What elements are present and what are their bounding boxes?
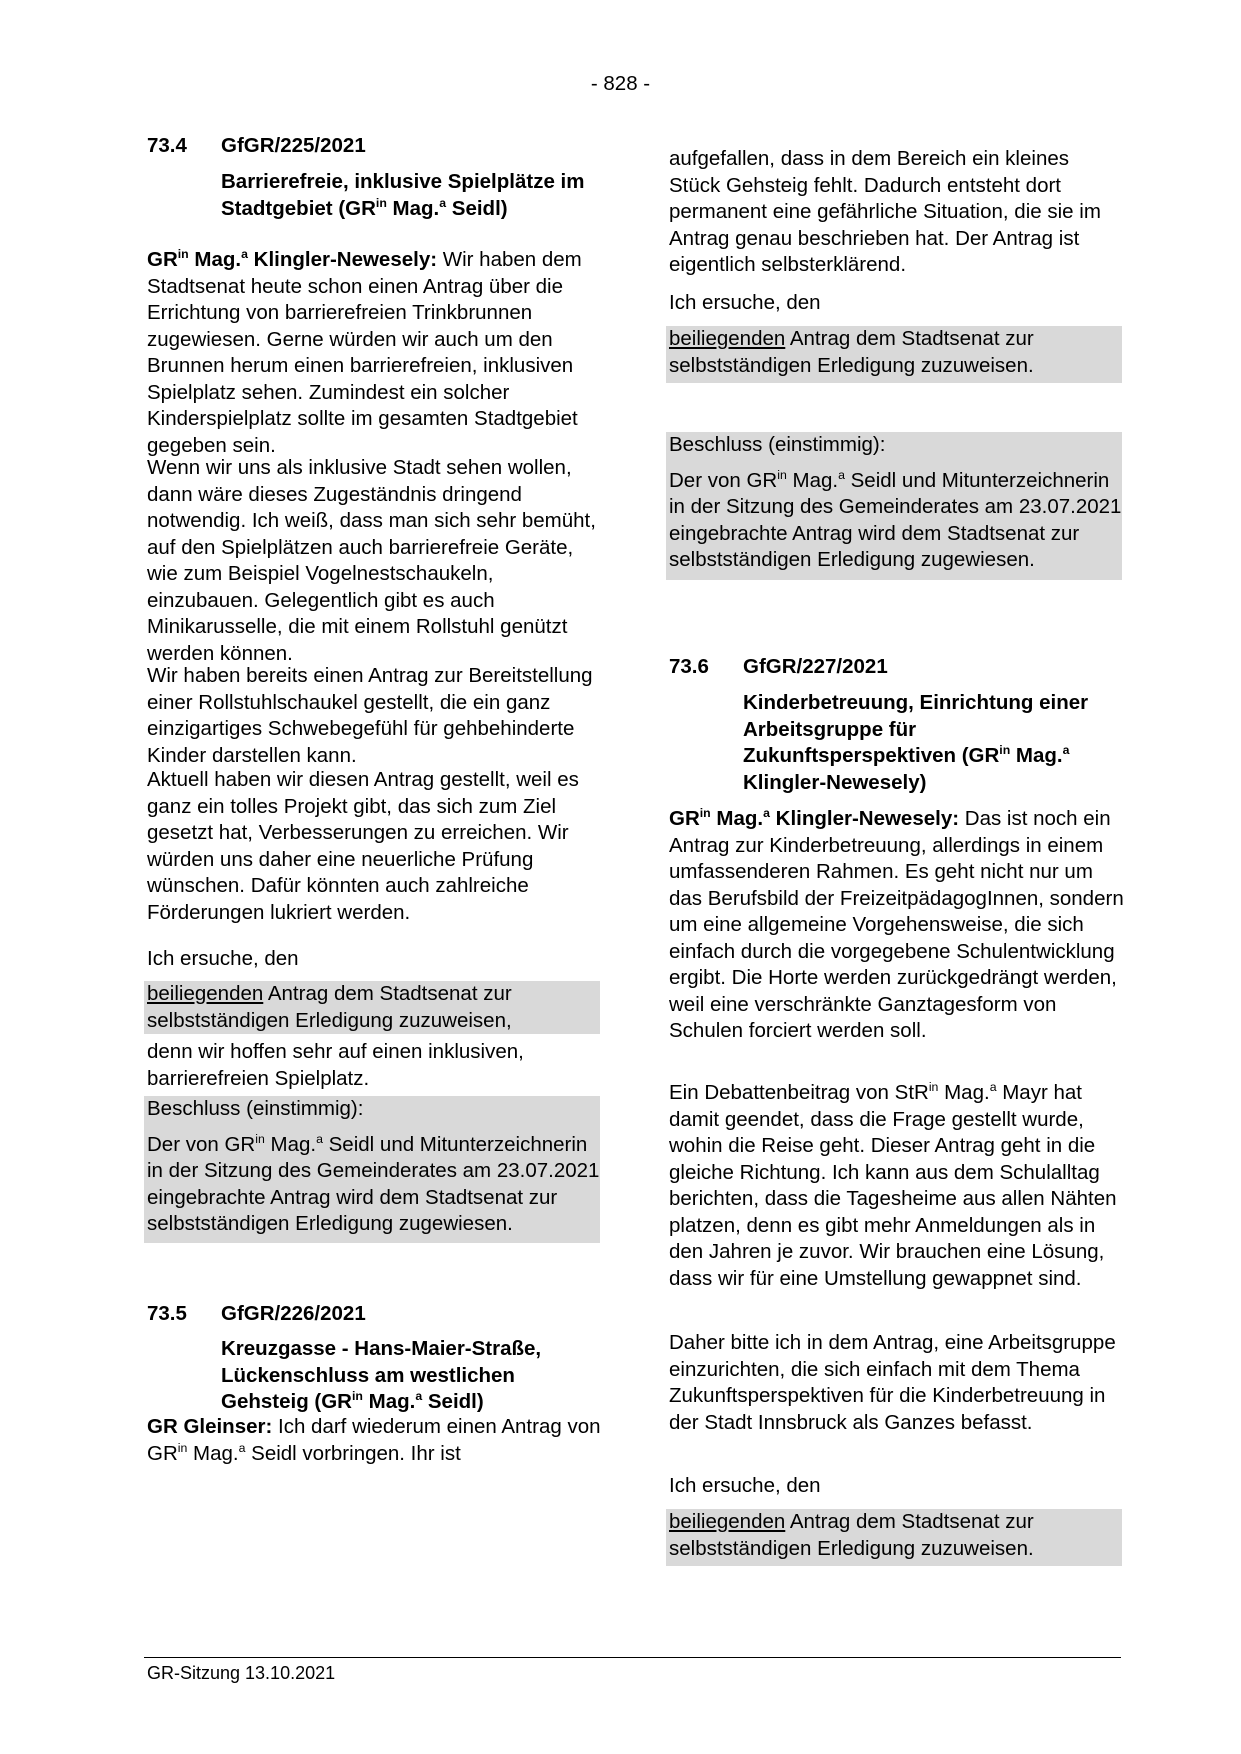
resolution-box <box>666 432 1122 580</box>
item-title: Barrierefreie, inklusive Spielplätze im Stadtgebiet ($GR^{in}$ Mag.$^a$ Seidl) <box>221 170 585 220</box>
paragraph: Ich ersuche, den <box>669 1474 821 1497</box>
resolution-box <box>144 1096 600 1243</box>
motion-box: beiliegenden Antrag dem Stadtsenat zur selbstständigen Erledigung zuzuweisen. <box>666 326 1122 383</box>
paragraph: Ein Debattenbeitrag von StR$^{in}$ Mag.$^a$ Mayr hat damit geendet, dass die Frage gestellt wurde, wohin die Reise geht. Dieser Antrag geht in die gleiche Richtung. Ich kann aus dem Schulalltag berichten, dass die Tagesheime aus allen Nähten platzen, denn es gibt mehr Anmeldungen als in den Jahren je zuvor. Wir brauchen eine Lösung, dass wir für eine Umstellung gewappnet sind. <box>669 1080 1117 1290</box>
paragraph: Ich ersuche, den <box>147 947 299 970</box>
speaker-name: GR Gleinser: <box>147 1415 273 1438</box>
item-code: GfGR/226/2021 <box>221 1302 366 1325</box>
paragraph: GR Gleinser: Ich darf wiederum einen Antrag von $GR^{in}$ Mag.$^a$ Seidl vorbringen. Ihr ist <box>147 1415 601 1465</box>
paragraph: Wir haben bereits einen Antrag zur Bereitstellung einer Rollstuhlschaukel gestellt, die ein ganz einzigartiges Schwebegefühl für gehbehinderte Kinder darstellen kann. <box>147 664 593 767</box>
item-number: 73.5 <box>147 1302 187 1325</box>
motion-box: beiliegenden Antrag dem Stadtsenat zur selbstständigen Erledigung zuzuweisen, <box>144 981 600 1034</box>
paragraph: Daher bitte ich in dem Antrag, eine Arbeitsgruppe einzurichten, die sich einfach mit dem Thema Zukunftsperspektiven für die Kinderbetreuung in der Stadt Innsbruck als Ganzes befasst. <box>669 1331 1116 1434</box>
footer-text: GR-Sitzung 13.10.2021 <box>147 1663 336 1683</box>
paragraph: aufgefallen, dass in dem Bereich ein kleines Stück Gehsteig fehlt. Dadurch entsteht dort permanent eine gefährliche Situation, die sie im Antrag genau beschrieben hat. Der Antrag ist eigentlich selbsterklärend. <box>669 147 1101 276</box>
footer-divider <box>144 1657 1121 1658</box>
paragraph: $GR^{in}$ Mag.$^a$ Klingler-Newesely: Wir haben dem Stadtsenat heute schon einen Antrag über die Errichtung von barrierefreien Trinkbrunnen zugewiesen. Gerne würden wir auch um den Brunnen herum einen barrierefreien, inklusiven Spielplatz sehen. Zumindest ein solcher Kinderspielplatz sollte im gesamten Stadtgebiet gegeben sein. <box>147 247 582 457</box>
item-title: Kreuzgasse - Hans-Maier-Straße, Lückenschluss am westlichen Gehsteig ($GR^{in}$ Mag.$^a$ Seidl) <box>221 1337 542 1413</box>
resolution-text: Der von $GR^{in}$ Mag.$^a$ Seidl und Mitunterzeichnerin in der Sitzung des Gemeinderates am 23.07.2021 eingebrachte Antrag wird dem Stadtsenat zur selbstständigen Erledigung zugewiesen. <box>669 467 1122 571</box>
paragraph: $GR^{in}$ Mag.$^a$ Klingler-Newesely: Das ist noch ein Antrag zur Kinderbetreuung, allerdings in einem umfassenderen Rahmen. Es geht nicht nur um das Berufsbild der FreizeitpädagogInnen, sondern um eine allgemeine Vorgehensweise, die sich einfach durch die vorgegebene Schulentwicklung ergibt. Die Horte werden zurückgedrängt werden, weil eine verschränkte Ganztagesform von Schulen forciert werden soll. <box>669 806 1124 1042</box>
paragraph: Ich ersuche, den <box>669 291 821 314</box>
motion-box: beiliegenden Antrag dem Stadtsenat zur selbstständigen Erledigung zuzuweisen. <box>666 1509 1122 1566</box>
page-number: - 828 - <box>590 72 651 95</box>
resolution-label: Beschluss (einstimmig): <box>147 1097 364 1120</box>
speaker-name: $GR^{in}$ Mag.$^a$ Klingler-Newesely: <box>147 247 438 271</box>
paragraph: denn wir hoffen sehr auf einen inklusiven, barrierefreien Spielplatz. <box>147 1040 524 1090</box>
item-number: 73.4 <box>147 134 187 157</box>
resolution-text: Der von $GR^{in}$ Mag.$^a$ Seidl und Mitunterzeichnerin in der Sitzung des Gemeinderates am 23.07.2021 eingebrachte Antrag wird dem Stadtsenat zur selbstständigen Erledigung zugewiesen. <box>147 1131 600 1235</box>
paragraph: Aktuell haben wir diesen Antrag gestellt, weil es ganz ein tolles Projekt gibt, das sich zum Ziel gesetzt hat, Verbesserungen zu erreichen. Wir würden uns daher eine neuerliche Prüfung wünschen. Dafür könnten auch zahlreiche Förderungen lukriert werden. <box>147 768 579 924</box>
paragraph: Wenn wir uns als inklusive Stadt sehen wollen, dann wäre dieses Zugeständnis dringend notwendig. Ich weiß, dass man sich sehr bemüht, auf den Spielplätzen auch barrierefreie Geräte, wie zum Beispiel Vogelnestschaukeln, einzubauen. Gelegentlich gibt es auch Minikarusselle, die mit einem Rollstuhl genützt werden können. <box>147 456 596 665</box>
item-code: GfGR/225/2021 <box>221 134 366 157</box>
item-title: Kinderbetreuung, Einrichtung einer Arbeitsgruppe für Zukunftsperspektiven ($GR^{in}$ Mag.$^a$ Klingler-Newesely) <box>743 691 1089 794</box>
item-number: 73.6 <box>669 655 709 678</box>
resolution-label: Beschluss (einstimmig): <box>669 433 886 456</box>
speaker-name: $GR^{in}$ Mag.$^a$ Klingler-Newesely: <box>669 806 960 830</box>
item-code: GfGR/227/2021 <box>743 655 888 678</box>
